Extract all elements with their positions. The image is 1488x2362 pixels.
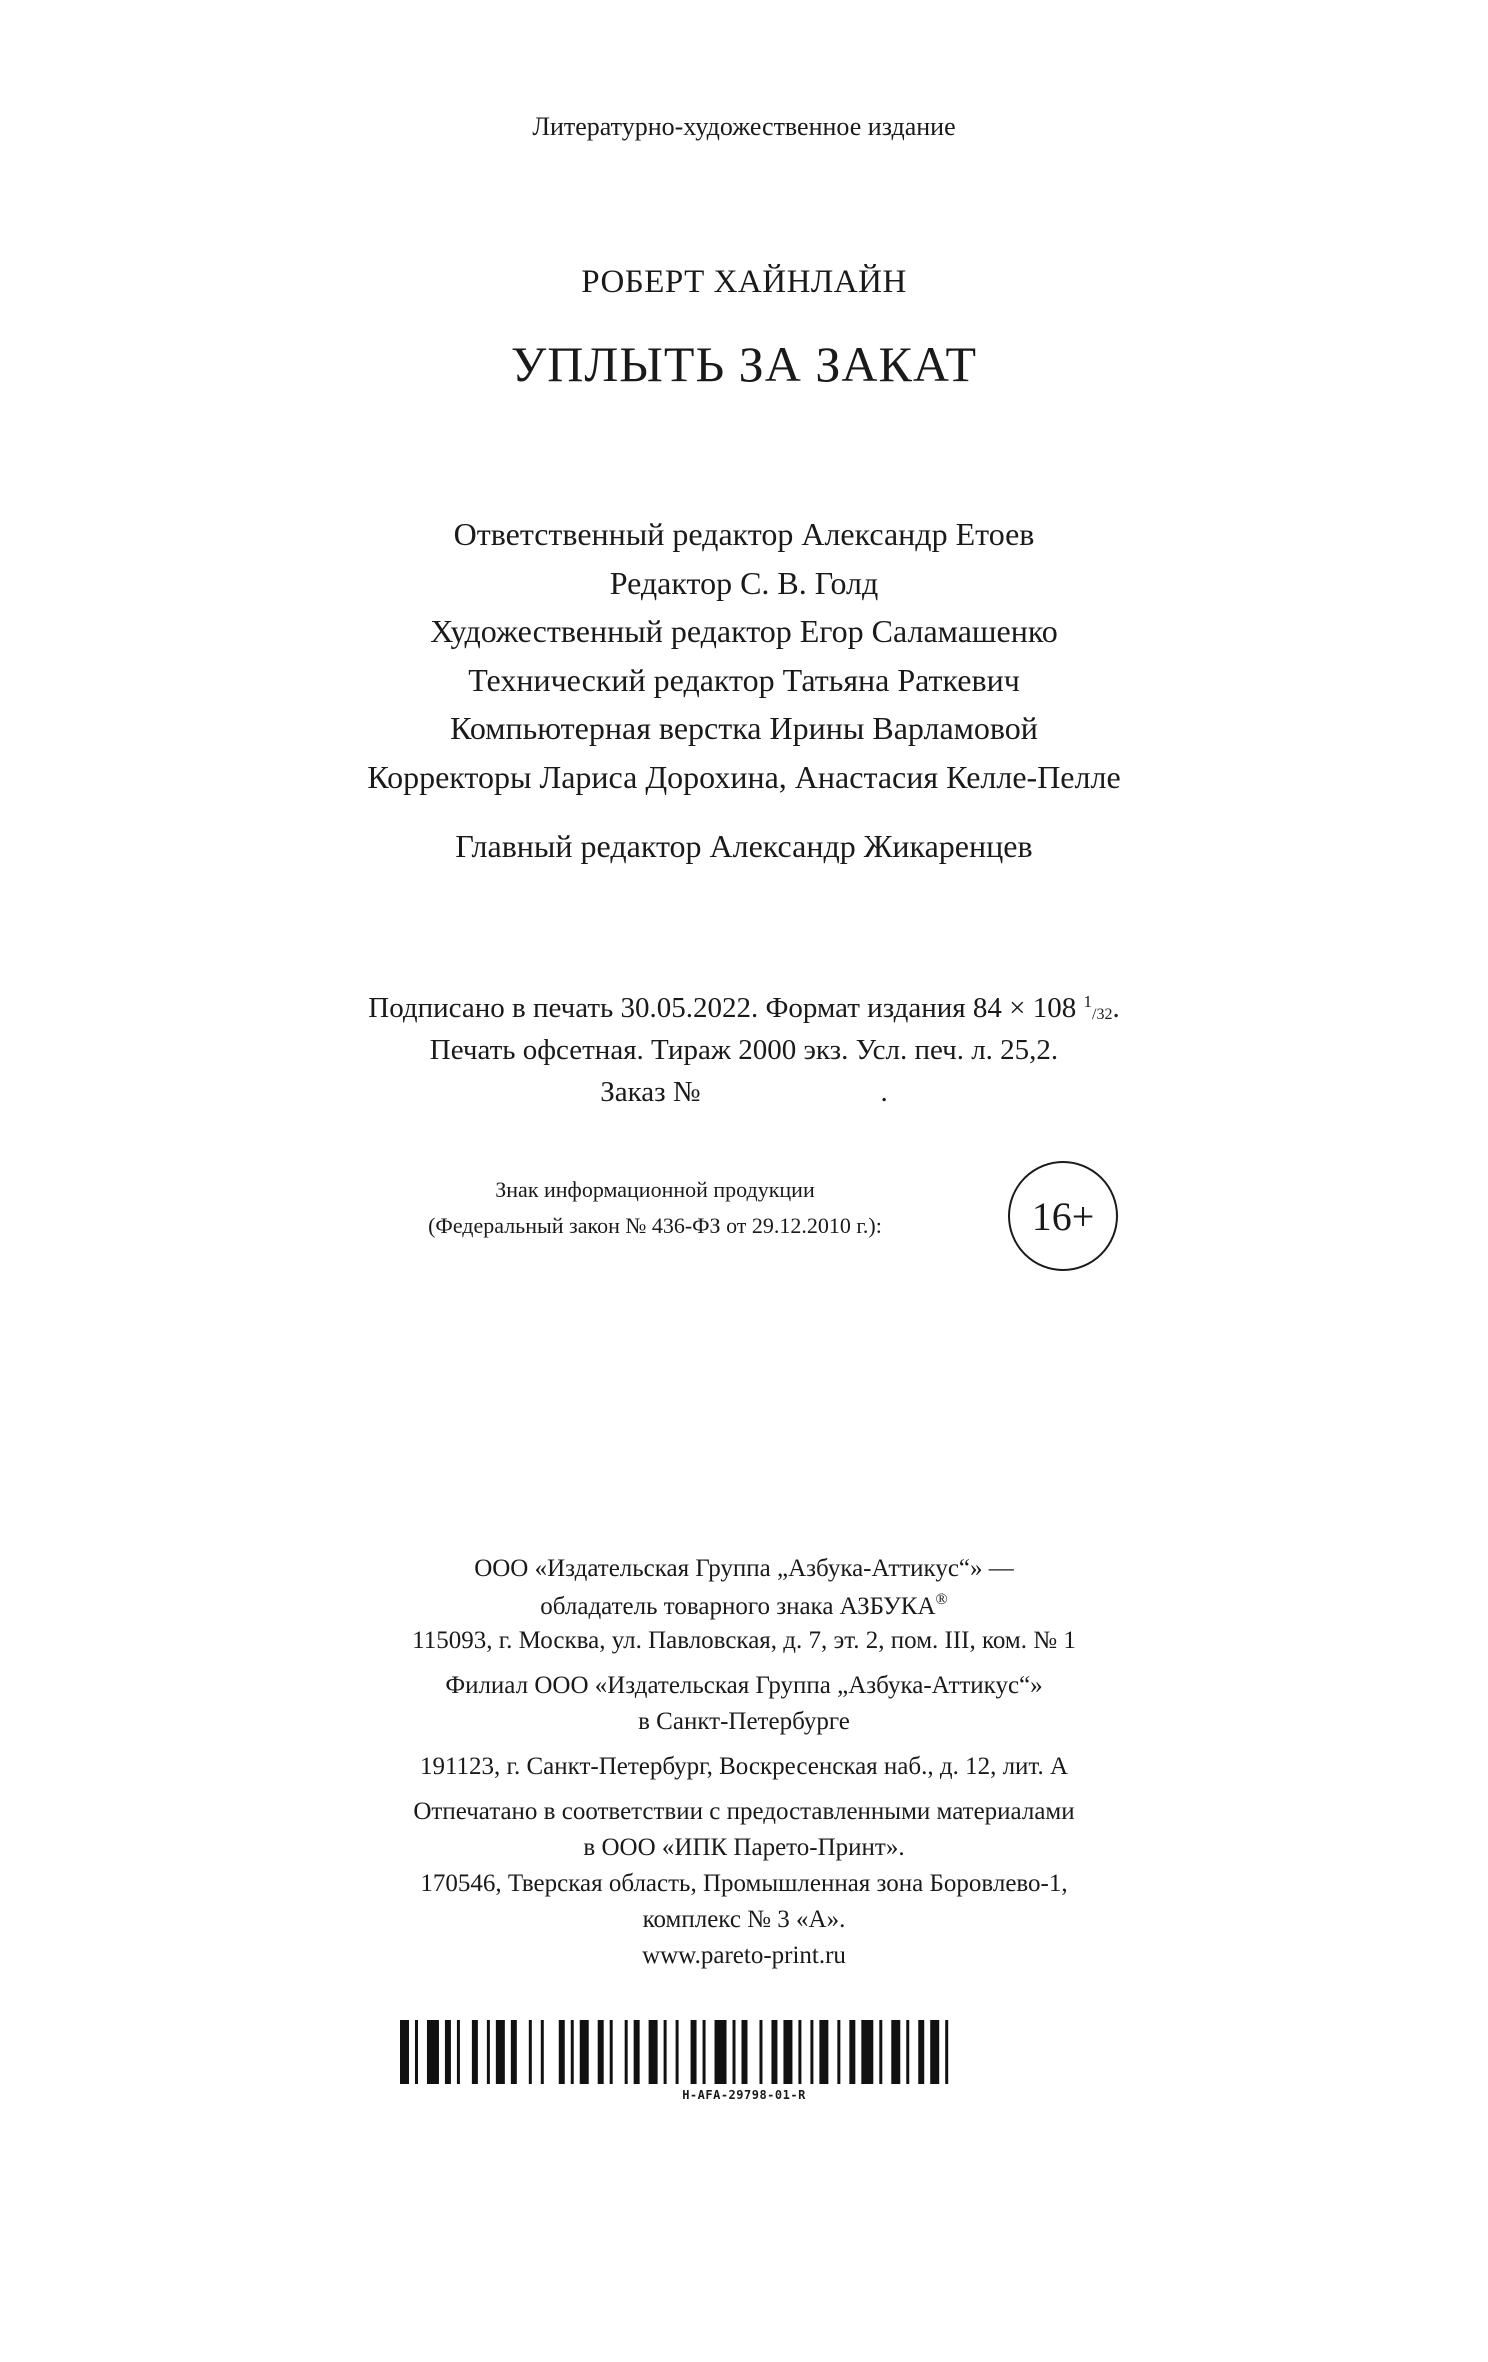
barcode-bar bbox=[879, 2020, 882, 2084]
barcode-bar bbox=[664, 2020, 667, 2084]
barcode-bar bbox=[715, 2020, 727, 2084]
printer-name: в ООО «ИПК Парето-Принт». bbox=[583, 1834, 905, 1861]
barcode-bar bbox=[457, 2020, 460, 2084]
barcode-bar bbox=[559, 2020, 565, 2084]
barcode-bar bbox=[742, 2020, 748, 2084]
barcode-bar bbox=[798, 2020, 801, 2084]
chief-editor-line: Главный редактор Александр Жикаренцев bbox=[455, 828, 1033, 864]
trademark-text: обладатель товарного знака АЗБУКА bbox=[540, 1593, 936, 1620]
barcode-bar bbox=[625, 2020, 628, 2084]
barcode-bar bbox=[906, 2020, 909, 2084]
credit-line: Художественный редактор Егор Саламашенко bbox=[430, 613, 1058, 649]
barcode-bar bbox=[649, 2020, 658, 2084]
barcode-bar bbox=[445, 2020, 451, 2084]
barcode-bar bbox=[580, 2020, 589, 2084]
branch-line: Филиал ООО «Издательская Группа „Азбука-Аттикус“» bbox=[445, 1672, 1043, 1699]
credit-line: Технический редактор Татьяна Раткевич bbox=[468, 662, 1020, 698]
barcode-bar bbox=[819, 2020, 828, 2084]
barcode-bar bbox=[771, 2020, 777, 2084]
branch-address: 191123, г. Санкт-Петербург, Воскресенская наб., д. 12, лит. А bbox=[419, 1753, 1069, 1780]
barcode-code: H-AFA-29798-01-R bbox=[682, 2088, 806, 2102]
genre-label: Литературно-художественное издание bbox=[532, 112, 956, 141]
age-rating-law: (Федеральный закон № 436-ФЗ от 29.12.2010 г.): bbox=[428, 1213, 882, 1238]
barcode-bar bbox=[541, 2020, 544, 2084]
barcode-bar bbox=[427, 2020, 439, 2084]
age-rating-label: Знак информационной продукции bbox=[495, 1177, 815, 1202]
barcode-bar bbox=[571, 2020, 574, 2084]
registered-mark: ® bbox=[935, 1591, 948, 1608]
barcode-bar bbox=[676, 2020, 679, 2084]
credit-line: Ответственный редактор Александр Етоев bbox=[453, 516, 1035, 552]
barcode-bar bbox=[400, 2020, 409, 2084]
printer-website: www.pareto-print.ru bbox=[642, 1942, 846, 1969]
barcode-bar bbox=[511, 2020, 517, 2084]
print-signing-text: Подписано в печать 30.05.2022. Формат издания 84 × 108 bbox=[368, 992, 1084, 1024]
credit-line: Компьютерная верстка Ирины Варламовой bbox=[450, 710, 1038, 746]
barcode-bar bbox=[810, 2020, 813, 2084]
format-fraction-denominator: /32 bbox=[1092, 1006, 1113, 1023]
barcode-bar bbox=[783, 2020, 792, 2084]
order-line bbox=[0, 1076, 1488, 1109]
barcode bbox=[400, 2020, 1080, 2084]
print-signing-line bbox=[0, 992, 1488, 1025]
printer-address: 170546, Тверская область, Промышленная зона Боровлево-1, bbox=[420, 1870, 1068, 1897]
printed-by-line: Отпечатано в соответствии с предоставленными материалами bbox=[413, 1798, 1075, 1825]
order-end: . bbox=[880, 1076, 888, 1108]
barcode-bar bbox=[598, 2020, 604, 2084]
print-signing-end: . bbox=[1112, 992, 1120, 1024]
barcode-bar bbox=[918, 2020, 924, 2084]
barcode-bar bbox=[691, 2020, 697, 2084]
barcode-bar bbox=[930, 2020, 939, 2084]
barcode-bar bbox=[634, 2020, 640, 2084]
publisher-address: 115093, г. Москва, ул. Павловская, д. 7, эт. 2, пом. III, ком. № 1 bbox=[412, 1627, 1076, 1654]
barcode-bar bbox=[945, 2020, 948, 2084]
barcode-bar bbox=[496, 2020, 505, 2084]
print-run-line: Печать офсетная. Тираж 2000 экз. Усл. печ. л. 25,2. bbox=[429, 1034, 1059, 1066]
barcode-bar bbox=[610, 2020, 613, 2084]
barcode-bar bbox=[849, 2020, 855, 2084]
barcode-bar bbox=[891, 2020, 900, 2084]
barcode-bar bbox=[415, 2020, 418, 2084]
trademark-line bbox=[0, 1591, 1488, 1621]
book-title: УПЛЫТЬ ЗА ЗАКАТ bbox=[510, 336, 978, 392]
order-label: Заказ № bbox=[600, 1076, 701, 1108]
credit-line: Редактор С. В. Голд bbox=[609, 565, 879, 601]
barcode-bar bbox=[703, 2020, 706, 2084]
branch-city: в Санкт-Петербурге bbox=[638, 1708, 850, 1735]
author-name: РОБЕРТ ХАЙНЛАЙН bbox=[581, 264, 907, 300]
barcode-bar bbox=[759, 2020, 762, 2084]
barcode-bar bbox=[733, 2020, 736, 2084]
barcode-bar bbox=[487, 2020, 490, 2084]
printer-complex: комплекс № 3 «А». bbox=[642, 1906, 846, 1933]
barcode-bar bbox=[837, 2020, 840, 2084]
barcode-bar bbox=[472, 2020, 478, 2084]
age-rating-badge: 16+ bbox=[1008, 1161, 1118, 1271]
publisher-line: ООО «Издательская Группа „Азбука-Аттикус“» — bbox=[474, 1555, 1014, 1582]
barcode-bar bbox=[529, 2020, 532, 2084]
credit-line: Корректоры Лариса Дорохина, Анастасия Келле-Пелле bbox=[367, 759, 1121, 795]
barcode-bar bbox=[861, 2020, 873, 2084]
format-fraction-numerator: 1 bbox=[1083, 992, 1092, 1011]
